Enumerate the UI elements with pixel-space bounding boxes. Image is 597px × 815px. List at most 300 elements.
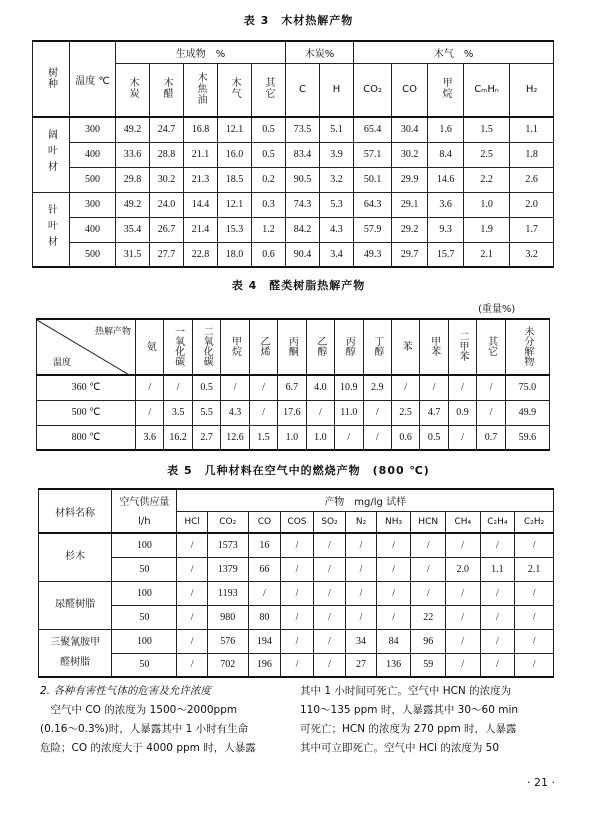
table-cell: 0.5 bbox=[420, 425, 448, 450]
table4-col-header bbox=[420, 319, 448, 375]
body-text-line: 其中可立即死亡。空气中 HCl 的浓度为 50 bbox=[300, 742, 500, 754]
table-cell: 1.0 bbox=[278, 425, 306, 450]
table4-diag-bottom: 温度 bbox=[53, 358, 72, 368]
table-cell: 100 bbox=[112, 629, 177, 653]
table-cell: 74.3 bbox=[286, 192, 320, 217]
table-cell: 21.1 bbox=[184, 142, 218, 167]
body-text-line: (0.16～0.3%)时，人暴露其中 1 小时有生命 bbox=[40, 723, 249, 735]
table-cell: 0.2 bbox=[252, 167, 286, 192]
table4-col-label: 丙酮 bbox=[286, 335, 298, 356]
table-cell: 49.2 bbox=[116, 192, 150, 217]
table4-col-header bbox=[249, 319, 277, 375]
table-cell: 18.5 bbox=[218, 167, 252, 192]
table-cell: / bbox=[363, 400, 391, 425]
table-cell: 0.5 bbox=[192, 375, 220, 400]
table-cell: / bbox=[249, 375, 277, 400]
table-row bbox=[37, 375, 550, 400]
table-cell: 1.7 bbox=[510, 217, 554, 242]
table-cell: 3.2 bbox=[510, 242, 554, 267]
table4-col-header bbox=[448, 319, 476, 375]
table-cell: 1.8 bbox=[510, 142, 554, 167]
table-cell: 26.7 bbox=[150, 217, 184, 242]
table-cell: / bbox=[446, 533, 481, 557]
table-cell: 14.6 bbox=[428, 167, 464, 192]
table-cell: / bbox=[477, 400, 505, 425]
table-cell: / bbox=[313, 653, 346, 677]
table-cell: 28.8 bbox=[150, 142, 184, 167]
table-cell: 2.7 bbox=[192, 425, 220, 450]
table-cell: 50 bbox=[112, 557, 177, 581]
table3-species-name: 阔叶材 bbox=[45, 129, 57, 178]
table5-col-header: HCl bbox=[177, 511, 208, 533]
table4-temp-cell: 500 ℃ bbox=[37, 400, 136, 425]
table-cell: 194 bbox=[248, 629, 281, 653]
table-cell: 16.2 bbox=[164, 425, 192, 450]
table-cell: 31.5 bbox=[116, 242, 150, 267]
table-cell: / bbox=[177, 653, 208, 677]
table4-col-label: 二氧化碳 bbox=[201, 325, 213, 366]
table-row bbox=[37, 425, 550, 450]
table5-header-air: 空气供应量 bbox=[112, 489, 177, 511]
table-cell: 2.1 bbox=[464, 242, 510, 267]
table-cell: / bbox=[281, 605, 314, 629]
table3-species-cell bbox=[33, 117, 70, 192]
table-cell: 12.6 bbox=[221, 425, 249, 450]
body-text-line: 110～135 ppm 时，人暴露其中 30～60 min bbox=[300, 704, 519, 716]
table-cell: 49.9 bbox=[505, 400, 549, 425]
table-cell: / bbox=[313, 605, 346, 629]
body-text-line: 可死亡；HCN 的浓度为 270 ppm 时，人暴露 bbox=[300, 723, 517, 735]
table-cell: 90.5 bbox=[286, 167, 320, 192]
page-number: · 21 · bbox=[527, 776, 555, 789]
table-cell: 4.7 bbox=[420, 400, 448, 425]
table5-col-header: N₂ bbox=[346, 511, 377, 533]
table-cell: / bbox=[177, 557, 208, 581]
table-cell: 66 bbox=[248, 557, 281, 581]
table-cell: 2.0 bbox=[510, 192, 554, 217]
table-cell: / bbox=[480, 653, 515, 677]
table3 bbox=[32, 40, 554, 268]
table-cell: 3.5 bbox=[164, 400, 192, 425]
table-cell: / bbox=[177, 581, 208, 605]
table-cell: 29.9 bbox=[392, 167, 428, 192]
table-cell: 12.1 bbox=[218, 192, 252, 217]
table-cell: / bbox=[164, 375, 192, 400]
table-cell: 75.0 bbox=[505, 375, 549, 400]
table3-subheader-label: 木气 bbox=[229, 77, 240, 100]
table-cell: 22 bbox=[411, 605, 446, 629]
table-cell: 10.9 bbox=[335, 375, 363, 400]
table-cell: 64.3 bbox=[354, 192, 392, 217]
table-cell: / bbox=[515, 653, 554, 677]
table-cell: / bbox=[376, 581, 411, 605]
table5-col-header: HCN bbox=[411, 511, 446, 533]
table-cell: 83.4 bbox=[286, 142, 320, 167]
table-cell: 0.5 bbox=[252, 142, 286, 167]
left-text-column bbox=[40, 682, 308, 758]
table3-species-cell bbox=[33, 192, 70, 267]
table-cell: 21.3 bbox=[184, 167, 218, 192]
table3-subheader bbox=[354, 63, 392, 117]
table4-col-label: 乙醇 bbox=[314, 335, 326, 356]
table-cell: 5.1 bbox=[320, 117, 354, 142]
table-cell: / bbox=[177, 629, 208, 653]
table-cell: 15.7 bbox=[428, 242, 464, 267]
table-cell: / bbox=[281, 557, 314, 581]
table-cell: / bbox=[313, 533, 346, 557]
table-cell: 1.6 bbox=[428, 117, 464, 142]
table-cell: 17.6 bbox=[278, 400, 306, 425]
table-cell: 29.2 bbox=[392, 217, 428, 242]
table-cell: 1.0 bbox=[306, 425, 334, 450]
table-cell: 2.6 bbox=[510, 167, 554, 192]
table-cell: 1193 bbox=[207, 581, 248, 605]
table5-col-header: CH₄ bbox=[446, 511, 481, 533]
table-cell: / bbox=[363, 425, 391, 450]
table-row bbox=[33, 142, 554, 167]
table-cell: / bbox=[136, 400, 164, 425]
table-cell: 1.0 bbox=[464, 192, 510, 217]
table-cell: / bbox=[281, 581, 314, 605]
table-row bbox=[39, 653, 554, 677]
table-cell: / bbox=[136, 375, 164, 400]
table-cell: / bbox=[446, 629, 481, 653]
table4-col-label: 甲烷 bbox=[229, 335, 241, 356]
table5-material-cell: 杉木 bbox=[39, 533, 112, 581]
table-cell: 4.3 bbox=[221, 400, 249, 425]
table-cell: 8.4 bbox=[428, 142, 464, 167]
table-cell: / bbox=[448, 375, 476, 400]
table-cell: 29.8 bbox=[116, 167, 150, 192]
table-cell: 59 bbox=[411, 653, 446, 677]
table-cell: 16.8 bbox=[184, 117, 218, 142]
table-row bbox=[39, 581, 554, 605]
table-cell: 24.0 bbox=[150, 192, 184, 217]
table-cell: 702 bbox=[207, 653, 248, 677]
table-row bbox=[37, 400, 550, 425]
table4-col-label: 二甲苯 bbox=[457, 330, 469, 361]
table4-col-header bbox=[164, 319, 192, 375]
table4-col-header bbox=[505, 319, 549, 375]
table-cell: 96 bbox=[411, 629, 446, 653]
table4-col-label: 一氧化碳 bbox=[172, 325, 184, 366]
table-cell: 2.5 bbox=[464, 142, 510, 167]
table-cell: / bbox=[446, 581, 481, 605]
table-cell: / bbox=[177, 533, 208, 557]
table3-subheader bbox=[218, 63, 252, 117]
table5 bbox=[38, 488, 554, 678]
table-cell: / bbox=[346, 533, 377, 557]
table3-subheader bbox=[392, 63, 428, 117]
table4-col-header bbox=[335, 319, 363, 375]
table-cell: / bbox=[335, 425, 363, 450]
table3-subheader-label: H bbox=[332, 84, 341, 96]
table-cell: / bbox=[376, 557, 411, 581]
table-row bbox=[33, 217, 554, 242]
table3-subheader-label: 木焦油 bbox=[195, 71, 206, 105]
table-row bbox=[39, 605, 554, 629]
table5-material-cell: 尿醛树脂 bbox=[39, 581, 112, 629]
right-text-column bbox=[300, 682, 560, 758]
table-cell: 3.6 bbox=[428, 192, 464, 217]
table4-col-header bbox=[306, 319, 334, 375]
table-cell: 27.7 bbox=[150, 242, 184, 267]
table-row bbox=[39, 533, 554, 557]
table-cell: / bbox=[515, 581, 554, 605]
table4-col-label: 丁醇 bbox=[371, 335, 383, 356]
table-cell: 57.1 bbox=[354, 142, 392, 167]
table3-subheader-label: CO bbox=[402, 84, 417, 96]
table-cell: 49.2 bbox=[116, 117, 150, 142]
table5-col-header: SO₂ bbox=[313, 511, 346, 533]
table-cell: 576 bbox=[207, 629, 248, 653]
table-cell: 16 bbox=[248, 533, 281, 557]
table-cell: 0.7 bbox=[477, 425, 505, 450]
table4-col-header bbox=[391, 319, 419, 375]
table-cell: 30.2 bbox=[150, 167, 184, 192]
table-cell: 136 bbox=[376, 653, 411, 677]
table-cell: / bbox=[346, 557, 377, 581]
table-cell: 49.3 bbox=[354, 242, 392, 267]
table-cell: / bbox=[346, 581, 377, 605]
table3-subheader bbox=[464, 63, 510, 117]
table-cell: / bbox=[177, 605, 208, 629]
table-cell: / bbox=[313, 557, 346, 581]
table-cell: / bbox=[249, 400, 277, 425]
table-cell: 33.6 bbox=[116, 142, 150, 167]
table4-col-label: 甲苯 bbox=[428, 335, 440, 356]
table-cell: / bbox=[480, 533, 515, 557]
table3-subheader bbox=[428, 63, 464, 117]
table-cell: 4.3 bbox=[320, 217, 354, 242]
table-cell: 3.4 bbox=[320, 242, 354, 267]
table4-col-label: 其它 bbox=[485, 335, 497, 356]
table-cell: 2.2 bbox=[464, 167, 510, 192]
table-cell: / bbox=[221, 375, 249, 400]
table3-subheader-label: 其它 bbox=[263, 77, 275, 100]
table-cell: 3.6 bbox=[136, 425, 164, 450]
table5-col-header: NH₃ bbox=[376, 511, 411, 533]
table-cell: 11.0 bbox=[335, 400, 363, 425]
table-cell: 9.3 bbox=[428, 217, 464, 242]
table-cell: 73.5 bbox=[286, 117, 320, 142]
table-cell: 2.5 bbox=[391, 400, 419, 425]
table5-col-header: CO bbox=[248, 511, 281, 533]
table3-subheader-label: C bbox=[299, 84, 307, 96]
table5-header-air-unit: l/h bbox=[112, 511, 177, 533]
table-cell: 100 bbox=[112, 581, 177, 605]
table3-subheader bbox=[320, 63, 354, 117]
table-cell: 400 bbox=[70, 142, 116, 167]
table-cell: / bbox=[515, 629, 554, 653]
table3-subheader-label: CₘHₙ bbox=[474, 84, 499, 96]
table-cell: / bbox=[313, 581, 346, 605]
table-cell: 1.1 bbox=[480, 557, 515, 581]
table4-diag-top: 热解产物 bbox=[95, 327, 132, 337]
table5-col-header: COS bbox=[281, 511, 314, 533]
table3-subheader-label: 甲烷 bbox=[440, 77, 452, 100]
table-cell: 1379 bbox=[207, 557, 248, 581]
table-cell: / bbox=[411, 533, 446, 557]
table-cell: 59.6 bbox=[505, 425, 549, 450]
table-cell: 84 bbox=[376, 629, 411, 653]
table-cell: 57.9 bbox=[354, 217, 392, 242]
table-cell: 1.1 bbox=[510, 117, 554, 142]
table3-subheader bbox=[286, 63, 320, 117]
table-cell: 50 bbox=[112, 605, 177, 629]
table-cell: 50.1 bbox=[354, 167, 392, 192]
table4-diagonal-header bbox=[37, 319, 136, 375]
table-cell: 84.2 bbox=[286, 217, 320, 242]
section-heading: 2. 各种有害性气体的危害及允许浓度 bbox=[40, 685, 211, 697]
table-cell: 50 bbox=[112, 653, 177, 677]
table4-col-header bbox=[363, 319, 391, 375]
body-text-line: 危险；CO 的浓度大于 4000 ppm 时，人暴露 bbox=[40, 742, 256, 754]
table-cell: / bbox=[281, 653, 314, 677]
table-cell: 0.9 bbox=[448, 400, 476, 425]
table-cell: 1.2 bbox=[252, 217, 286, 242]
table-cell: 6.7 bbox=[278, 375, 306, 400]
table-cell: 1.9 bbox=[464, 217, 510, 242]
table3-subheader-label: 木炭 bbox=[127, 77, 138, 100]
table5-material-cell: 三聚氰胺甲醛树脂 bbox=[39, 629, 112, 677]
table3-subheader-label: CO₂ bbox=[363, 84, 382, 96]
table-cell: 21.4 bbox=[184, 217, 218, 242]
table-cell: / bbox=[477, 375, 505, 400]
table-cell: 2.9 bbox=[363, 375, 391, 400]
table-cell: 400 bbox=[70, 217, 116, 242]
table-cell: 0.6 bbox=[252, 242, 286, 267]
table-cell: 1.5 bbox=[464, 117, 510, 142]
table-cell: 3.2 bbox=[320, 167, 354, 192]
table-cell: 2.1 bbox=[515, 557, 554, 581]
table-cell: 80 bbox=[248, 605, 281, 629]
table3-subheader-label: H₂ bbox=[525, 84, 538, 96]
table4-col-header bbox=[136, 319, 164, 375]
table-cell: 2.0 bbox=[446, 557, 481, 581]
table5-col-header: C₂H₂ bbox=[515, 511, 554, 533]
table4 bbox=[36, 318, 550, 451]
table-cell: 300 bbox=[70, 117, 116, 142]
table-cell: / bbox=[446, 605, 481, 629]
table-cell: / bbox=[411, 557, 446, 581]
table-cell: / bbox=[248, 581, 281, 605]
table-cell: 5.3 bbox=[320, 192, 354, 217]
table3-header-gas: 木气 % bbox=[354, 41, 554, 63]
table3-subheader bbox=[116, 63, 150, 117]
table-cell: 18.0 bbox=[218, 242, 252, 267]
table-cell: 196 bbox=[248, 653, 281, 677]
table-cell: / bbox=[446, 653, 481, 677]
table3-species-name: 针叶材 bbox=[45, 203, 57, 252]
table-cell: / bbox=[391, 375, 419, 400]
table-row bbox=[33, 167, 554, 192]
table4-col-header bbox=[477, 319, 505, 375]
table-cell: 24.7 bbox=[150, 117, 184, 142]
table-cell: / bbox=[515, 533, 554, 557]
table-cell: / bbox=[346, 605, 377, 629]
table3-subheader bbox=[510, 63, 554, 117]
table-row bbox=[39, 557, 554, 581]
table-cell: / bbox=[480, 581, 515, 605]
table-row bbox=[33, 242, 554, 267]
table5-header-material: 材料名称 bbox=[39, 489, 112, 533]
table-cell: 90.4 bbox=[286, 242, 320, 267]
table-cell: 30.4 bbox=[392, 117, 428, 142]
table-cell: 500 bbox=[70, 242, 116, 267]
table-cell: 1573 bbox=[207, 533, 248, 557]
table3-subheader bbox=[150, 63, 184, 117]
body-text-line: 其中 1 小时间可死亡。空气中 HCN 的浓度为 bbox=[300, 685, 512, 697]
table4-col-header bbox=[278, 319, 306, 375]
table5-col-header: CO₂ bbox=[207, 511, 248, 533]
table3-header-species: 树种 bbox=[33, 41, 70, 117]
table-cell: 980 bbox=[207, 605, 248, 629]
table4-col-label: 丙醇 bbox=[343, 335, 355, 356]
table5-caption: 表 5 几种材料在空气中的燃烧产物 (800 ℃) bbox=[167, 464, 430, 477]
table-cell: 3.9 bbox=[320, 142, 354, 167]
table-cell: 22.8 bbox=[184, 242, 218, 267]
body-text-line: 空气中 CO 的浓度为 1500～2000ppm bbox=[40, 704, 238, 716]
table4-col-header bbox=[221, 319, 249, 375]
table3-subheader bbox=[184, 63, 218, 117]
table-cell: 34 bbox=[346, 629, 377, 653]
table-cell: / bbox=[306, 400, 334, 425]
table4-temp-cell: 800 ℃ bbox=[37, 425, 136, 450]
table-cell: / bbox=[376, 533, 411, 557]
table-cell: 16.0 bbox=[218, 142, 252, 167]
table4-col-label: 苯 bbox=[400, 340, 412, 351]
table4-col-label: 未分解物 bbox=[521, 325, 533, 366]
table4-temp-cell: 360 ℃ bbox=[37, 375, 136, 400]
table3-subheader-label: 木醋 bbox=[161, 77, 172, 100]
table-cell: 27 bbox=[346, 653, 377, 677]
table3-header-temp: 温度 ℃ bbox=[70, 41, 116, 117]
table4-col-label: 乙烯 bbox=[257, 335, 269, 356]
table-cell: / bbox=[515, 605, 554, 629]
table3-subheader bbox=[252, 63, 286, 117]
table-cell: 300 bbox=[70, 192, 116, 217]
table4-caption: 表 4 醛类树脂热解产物 bbox=[231, 279, 366, 292]
table-cell: 1.5 bbox=[249, 425, 277, 450]
table-cell: 15.3 bbox=[218, 217, 252, 242]
table-cell: 30.2 bbox=[392, 142, 428, 167]
table3-header-products: 生成物 % bbox=[116, 41, 286, 63]
table-cell: 0.3 bbox=[252, 192, 286, 217]
table3-caption: 表 3 木材热解产物 bbox=[243, 14, 354, 27]
table5-col-header: C₂H₄ bbox=[480, 511, 515, 533]
table-cell: / bbox=[281, 533, 314, 557]
table-cell: 12.1 bbox=[218, 117, 252, 142]
table-cell: 65.4 bbox=[354, 117, 392, 142]
table-cell: 35.4 bbox=[116, 217, 150, 242]
table-row bbox=[39, 629, 554, 653]
table3-header-charcoal: 木炭% bbox=[286, 41, 354, 63]
table-cell: 500 bbox=[70, 167, 116, 192]
table-cell: 29.1 bbox=[392, 192, 428, 217]
table4-col-label: 氨 bbox=[144, 340, 156, 351]
table-row bbox=[33, 192, 554, 217]
table4-col-header bbox=[192, 319, 220, 375]
table-cell: / bbox=[376, 605, 411, 629]
table-cell: / bbox=[448, 425, 476, 450]
table-cell: 100 bbox=[112, 533, 177, 557]
table-cell: / bbox=[480, 605, 515, 629]
table-cell: / bbox=[313, 629, 346, 653]
table5-header-products: 产物 mg/lg 试样 bbox=[177, 489, 554, 511]
table4-unit: (重量%) bbox=[478, 304, 516, 315]
table-cell: / bbox=[281, 629, 314, 653]
